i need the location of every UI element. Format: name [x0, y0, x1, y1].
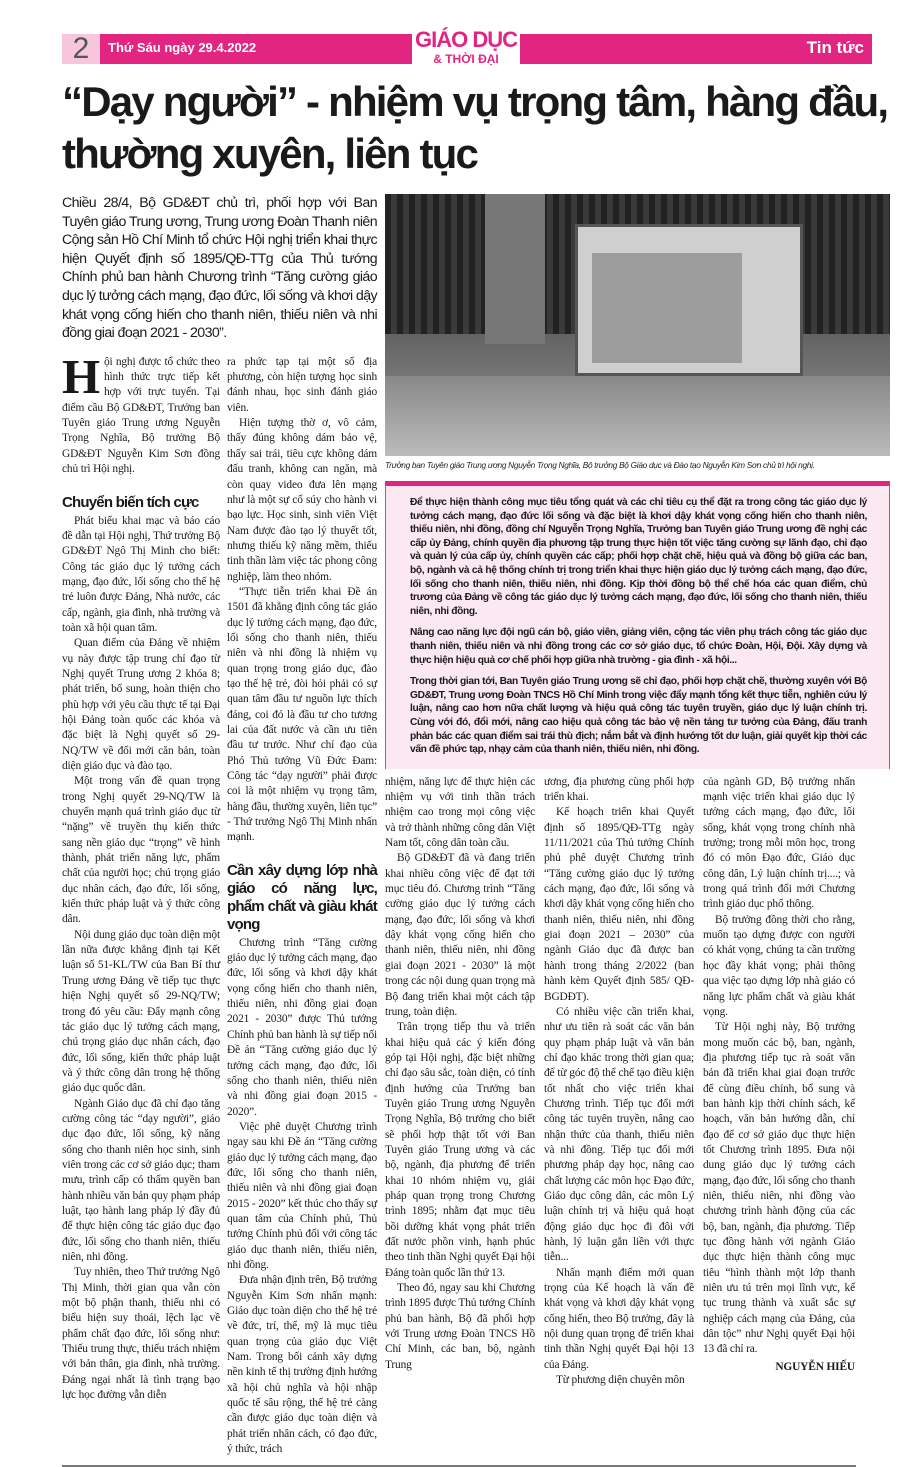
paragraph: Từ phương diện chuyên môn: [556, 1374, 685, 1387]
paragraph: “Thực tiễn triển khai Đề án 1501 đã khẳng định công tác giáo dục lý tưởng cách mạng, đạo đức, lối sống cho thanh niên, thiếu niên và nhi đồng là nhiệm vụ quan trọng trong giáo dục, đào tạo thế hệ trẻ, đòi hỏi phải có sự quan tâm đầu tư nguồn lực thích đáng, coi đó là đầu tư cho tương lai của đất nước và cần ưu tiên đầu tư trước. Như chỉ đạo của Phó Thủ tướng Vũ Đức Đam: Công tác “dạy người” phải được coi là một nhiệm vụ trọng tâm, hàng đầu, thường xuyên, liên tục” - Thứ trưởng Ngô Thị Minh nhấn mạnh.: [227, 585, 377, 844]
drop-cap: H: [62, 348, 100, 404]
column-1: [62, 348, 220, 1404]
right-region: [385, 194, 890, 1388]
column-3: [385, 775, 535, 1373]
paragraph: Từ Hội nghị này, Bộ trưởng mong muốn các bộ, ban, ngành, địa phương tiếp tục rà soát văn bản đã triển khai giai đoạn trước để cùng điều chỉnh, bổ sung và ban hành kịp thời chính sách, kế hoạch, văn bản hướng dẫn, chỉ đạo để cơ sở giáo dục thực hiện tốt Chương trình 1895. Đưa nội dung giáo dục lý tưởng cách mạng, đạo đức, lối sống cho thanh niên, thiếu niên, nhi đồng vào chương trình hành động của các bộ, ban, ngành, địa phương. Tiếp tục đồng hành với ngành Giáo dục thực hiện thành công mục tiêu “hình thành một lớp thanh niên ưu tú trên mọi lĩnh vực, kế tục trung thành và xuất sắc sự nghiệp cách mạng của Đảng, của dân tộc” như Nghị quyết Đại hội 13 đã chỉ ra.: [703, 1021, 855, 1356]
conference-photo: [385, 194, 890, 456]
newspaper-logo: [412, 28, 520, 72]
paragraph: Trân trọng tiếp thu và triển khai hiệu quả các ý kiến đóng góp tại Hội nghị, đặc biệt những chỉ đạo sâu sắc, toàn diện, có tính định hướng của Trưởng ban Tuyên giáo Trung ương Nguyễn Trọng Nghĩa, Bộ trưởng cho biết sẽ phối hợp thật tốt với Ban Tuyên giáo Trung ương và các bộ, ngành, địa phương để triển khai 10 nhóm nhiệm vụ, giải pháp quan trọng trong Chương trình 1895; nhằm đạt mục tiêu bồi dưỡng khát vọng phát triển đất nước phồn vinh, hạnh phúc theo tinh thần Nghị quyết Đại hội Đảng toàn quốc lần thứ 13.: [385, 1021, 535, 1279]
subheading: Chuyển biến tích cực: [62, 493, 199, 511]
paragraph: Tuy nhiên, theo Thứ trưởng Ngô Thị Minh, thời gian qua vẫn còn một bộ phận thanh, thiếu nhi có biểu hiện suy thoái, lệch lạc về phẩm chất đạo đức, lối sống như: Thiếu trung thực, thiếu trách nhiệm với bản thân, gia đình, nhà trường. Đáng ngại nhất là tình trạng bạo lực học đường vẫn diễn: [62, 1266, 220, 1402]
author-byline: NGUYỄN HIẾU: [775, 1360, 855, 1373]
paragraph: Ngành Giáo dục đã chỉ đạo tăng cường công tác “dạy người”, giáo dục đạo đức, lối sống, kỹ năng sống cho thanh niên học sinh, sinh viên trong các cơ sở giáo dục; tham mưu, trình cấp có thẩm quyền ban hành nhiều văn bản quy phạm pháp luật, tạo hành lang pháp lý đầy đủ để thực hiện công tác giáo dục đạo đức, lối sống cho thanh niên, thiếu niên, nhi đồng.: [62, 1097, 220, 1263]
paragraph: ra phức tạp tại một số địa phương, còn hiện tượng học sinh đánh nhau, học sinh đánh giáo viên.: [227, 355, 377, 414]
logo-line1: GIÁO DỤC: [415, 27, 517, 52]
box-paragraph: Để thực hiện thành công mục tiêu tổng quát và các chỉ tiêu cụ thể đặt ra trong công tác giáo dục lý tưởng cách mạng, đạo đức lối sống và đặc biệt là khơi dậy khát vọng cống hiến cho thanh niên, thiếu niên, nhi đồng, đồng chí Nguyễn Trọng Nghĩa, Trưởng ban Tuyên giáo Trung ương đề nghị các cấp ủy Đảng, chính quyền địa phương tập trung thực hiện tốt việc tăng cường sự lãnh đạo, chỉ đạo và quản lý của cấp ủy, chính quyền các cấp; phối hợp chặt chẽ, hiệu quả và đồng bộ giữa các ban, bộ, ngành và cả hệ thống chính trị trong triển khai thực hiện giáo dục lý tưởng cách mạng, đạo đức, lối sống cho thanh niên, thiếu niên, nhi đồng. Kịp thời đồng bộ thể chế hóa các quan điểm, chủ trương của Đảng về công tác giáo dục lý tưởng cách mạng, đạo đức, lối sống cho thanh niên, thiếu niên, nhi đồng.: [410, 497, 867, 617]
paragraph: Bộ trưởng đồng thời cho rằng, muốn tạo dựng được con người có khát vọng, chúng ta cần trường học đầy khát vọng; phải thông qua việc tạo dựng lớp nhà giáo có năng lực phẩm chất và giàu khát vọng.: [703, 913, 855, 1018]
paragraph: Nhấn mạnh điểm mới quan trọng của Kế hoạch là vấn đề khát vọng và khơi dậy khát vọng cống hiến, theo Bộ trưởng, đây là nội dung quan trọng để triển khai tinh thần Nghị quyết Đại hội 13 của Đảng.: [544, 1266, 694, 1371]
paragraph: nhiệm, năng lực để thực hiện các nhiệm vụ với tinh thần trách nhiệm cao trong mọi công việc và trở thành những công dân Việt Nam tốt, công dân toàn cầu.: [385, 775, 535, 850]
paragraph: Phát biểu khai mạc và báo cáo đề dẫn tại Hội nghị, Thứ trưởng Bộ GD&ĐT Ngô Thị Minh cho biết: Công tác giáo dục lý tưởng cách mạng, đạo đức, lối sống cho thế hệ trẻ luôn được Đảng, Nhà nước, các cấp, ngành, gia đình, nhà trường và toàn xã hội quan tâm.: [62, 514, 220, 634]
issue-date: Thứ Sáu ngày 29.4.2022: [108, 40, 257, 55]
subheading: Cần xây dựng lớp nhà giáo có năng lực, phẩm chất và giàu khát vọng: [227, 861, 377, 933]
paragraph: của ngành GD, Bộ trưởng nhấn mạnh việc triển khai giáo dục lý tưởng cách mạng, đạo đức, lối sống, khát vọng trong chính nhà trường; trong mỗi môn học, trong đó có môn Đạo đức, Giáo dục công dân, Lý luận chính trị....; và trong quá trình đổi mới Chương trình giáo dục phổ thông.: [703, 775, 855, 911]
headline: “Dạy người” - nhiệm vụ trọng tâm, hàng đầu, thường xuyên, liên tục: [62, 78, 888, 177]
paragraph: Kế hoạch triển khai Quyết định số 1895/QĐ-TTg ngày 11/11/2021 của Thủ tướng Chính phủ phê duyệt Chương trình “Tăng cường giáo dục lý tưởng cách mạng, đạo đức, lối sống và khơi dậy khát vọng cống hiến cho thanh niên, thiếu niên, nhi đồng giai đoạn 2021 – 2030” của ngành Giáo dục đã được ban hành trong tháng 2/2022 (ban hành kèm Quyết định 585/ QĐ-BGDĐT).: [544, 806, 694, 1003]
box-paragraph: Trong thời gian tới, Ban Tuyên giáo Trung ương sẽ chỉ đạo, phối hợp chặt chẽ, thường xuyên với Bộ GD&ĐT, Trung ương Đoàn TNCS Hồ Chí Minh trong việc đẩy mạnh tổng kết thực tiễn, nghiên cứu lý luận, nâng cao hơn nữa chất lượng và hiệu quả công tác tuyên truyền, giáo dục lý luận chính trị. Cùng với đó, đổi mới, nâng cao hiệu quả công tác bảo vệ nền tảng tư tưởng của Đảng, đấu tranh phản bác các quan điểm sai trái thù địch; nắm bắt và định hướng tốt dư luận, giải quyết kịp thời các vấn đề phức tạp, nhạy cảm của thanh niên, thiếu niên, nhi đồng.: [410, 676, 867, 756]
paragraph: Việc phê duyệt Chương trình ngay sau khi Đề án “Tăng cường giáo dục lý tưởng cách mạng, đạo đức, lối sống cho thanh niên, thiếu niên và nhi đồng giai đoạn 2015 - 2020” kết thúc cho thấy sự quan tâm của Chính phủ, Thủ tướng Chính phủ đối với công tác giáo dục thanh niên, thiếu niên, nhi đồng.: [227, 1120, 377, 1271]
paragraph: Quan điểm của Đảng về nhiệm vụ này được tập trung chỉ đạo từ Nghị quyết Trung ương 2 khóa 8; phát triển, bổ sung, hoàn thiện cho phù hợp với yêu cầu thực tế tại Đại hội Đảng toàn quốc các khóa và đặc biệt là Nghị quyết số 29-NQ/TW về đổi mới căn bản, toàn diện giáo dục và đào tạo.: [62, 637, 220, 772]
paragraph: Đưa nhận định trên, Bộ trưởng Nguyễn Kim Sơn nhấn mạnh: Giáo dục toàn diện cho thế hệ trẻ về đức, trí, thể, mỹ là mục tiêu quan trọng của giáo dục Việt Nam. Trong bối cảnh xây dựng nền kinh tế thị trường định hướng xã hội chủ nghĩa và hội nhập quốc tế sâu rộng, thế hệ trẻ càng cần được giáo dục toàn diện và phát triển nhân cách, có đạo đức, ý thức, trách: [227, 1274, 377, 1456]
paragraph: Chương trình “Tăng cường giáo dục lý tưởng cách mạng, đạo đức, lối sống và khơi dậy khát vọng cống hiến cho thanh niên, thiếu niên, nhi đồng giai đoạn 2021 - 2030” được Thủ tướng Chính phủ ban hành là sự tiếp nối Đề án “Tăng cường giáo dục lý tưởng cách mạng, đạo đức, lối sống cho thanh niên, thiếu niên và nhi đồng giai đoạn 2015 - 2020”.: [227, 936, 377, 1118]
lead-paragraph: Chiều 28/4, Bộ GD&ĐT chủ trì, phối hợp với Ban Tuyên giáo Trung ương, Trung ương Đoàn Thanh niên Cộng sản Hồ Chí Minh tổ chức Hội nghị triển khai thực hiện Quyết định số 1895/QĐ-TTg của Thủ tướng Chính phủ ban hành Chương trình “Tăng cường giáo dục lý tưởng cách mạng, đạo đức, lối sống và khơi dậy khát vọng cống hiến cho thanh niên, thiếu niên và nhi đồng giai đoạn 2021 - 2030”.: [62, 195, 377, 342]
photo-caption: Trưởng ban Tuyên giáo Trung ương Nguyễn Trọng Nghĩa, Bộ trưởng Bộ Giáo dục và Đào tạo Nguyễn Kim Sơn chủ trì hội nghị.: [385, 460, 815, 470]
highlight-box: [385, 481, 890, 769]
column-4: [544, 775, 694, 1389]
column-2: [227, 355, 377, 1458]
opening-paragraph: Hội nghị được tổ chức theo hình thức trực tiếp kết hợp với trực tuyến. Tại điểm cầu Bộ GD&ĐT, Trưởng ban Tuyên giáo Trung ương Nguyễn Trọng Nghĩa, Bộ trưởng Bộ GD&ĐT Nguyễn Kim Sơn đồng chủ trì Hội nghị.: [62, 348, 220, 476]
paragraph: Nội dung giáo dục toàn diện một lần nữa được khẳng định tại Kết luận số 51-KL/TW của Ban Bí thư Trung ương Đảng về tiếp tục thực hiện Nghị quyết số 29-NQ/TW; trong đó yêu cầu: Đẩy mạnh công tác giáo dục lý tưởng cách mạng, chú trọng giáo dục nhân cách, đạo đức, lối sống, kiến thức pháp luật và ý thức công dân trong hệ thống giáo dục quốc dân.: [62, 928, 220, 1095]
page-number: 2: [62, 34, 100, 64]
section-label: Tin tức: [806, 38, 864, 57]
page-header: [62, 27, 872, 66]
paragraph: Bộ GD&ĐT đã và đang triển khai nhiều công việc để đạt tới mục tiêu đó. Chương trình “Tăng cường giáo dục lý tưởng cách mạng, đạo đức, lối sống và khơi dậy khát vọng cống hiến cho thanh niên, thiếu niên, nhi đồng giai đoạn 2021 - 2030” là một trong các nội dung quan trọng mà Bộ đang triển khai một cách tập trung, toàn diện.: [385, 852, 535, 1018]
paragraph: Theo đó, ngay sau khi Chương trình 1895 được Thủ tướng Chính phủ ban hành, Bộ đã phối hợp với Trung ương Đoàn TNCS Hồ Chí Minh, các ban, bộ, ngành Trung: [385, 1282, 535, 1371]
column-5: [703, 775, 855, 1375]
paragraph: ương, địa phương cùng phối hợp triển khai.: [544, 775, 694, 804]
logo-line2: & THỜI ĐẠI: [433, 52, 499, 66]
paragraph: Một trong vấn đề quan trọng trong Nghị quyết 29-NQ/TW là chuyển mạnh quá trình giáo dục từ “nặng” về truyền thụ kiến thức sang nền giáo dục “trọng” về hình thành, phát triển năng lực, phẩm chất của người học; chú trọng giáo dục nhân cách, đạo đức, lối sống, kiến thức pháp luật và ý thức công dân.: [62, 775, 220, 926]
article: [62, 76, 890, 1467]
paragraph: Có nhiều việc cần triển khai, như ưu tiên rà soát các văn bản quy phạm pháp luật và văn bản chỉ đạo khác trong thời gian qua; để từ góc độ thể chế tạo điều kiện tốt nhất cho việc triển khai Chương trình. Tiếp tục đổi mới công tác tuyên truyền, nâng cao nhận thức của thanh, thiếu niên và nhi đồng. Tiếp tục đổi mới phương pháp dạy học, nâng cao chất lượng các môn học Đạo đức, Giáo dục công dân, các môn Lý luận chính trị và hiệu quả hoạt động giáo dục học đi đôi với hành, lý luận gắn liền với thực tiễn...: [544, 1005, 694, 1264]
paragraph: Hiện tượng thờ ơ, vô cảm, thấy đúng không dám bảo vệ, thấy sai trái, tiêu cực không dám đấu tranh, không can ngăn, mà còn quay video đưa lên mạng như là một sự cổ súy cho hành vi bạo lực. Học sinh, sinh viên Việt Nam được đào tạo lý thuyết tốt, nhưng thiếu kỹ năng mềm, thiếu tinh thần làm việc tác phong công nghiệp, làm theo nhóm.: [227, 417, 377, 583]
box-paragraph: Nâng cao năng lực đội ngũ cán bộ, giáo viên, giảng viên, cộng tác viên phụ trách công tác giáo dục thanh niên, thiếu niên và nhi đồng trong các cơ sở giáo dục, tổ chức Đoàn, Hội, Đội. Xây dựng và thực hiện hiệu quả cơ chế phối hợp giữa nhà trường - gia đình - xã hội...: [410, 627, 867, 666]
left-region: [62, 194, 377, 1457]
